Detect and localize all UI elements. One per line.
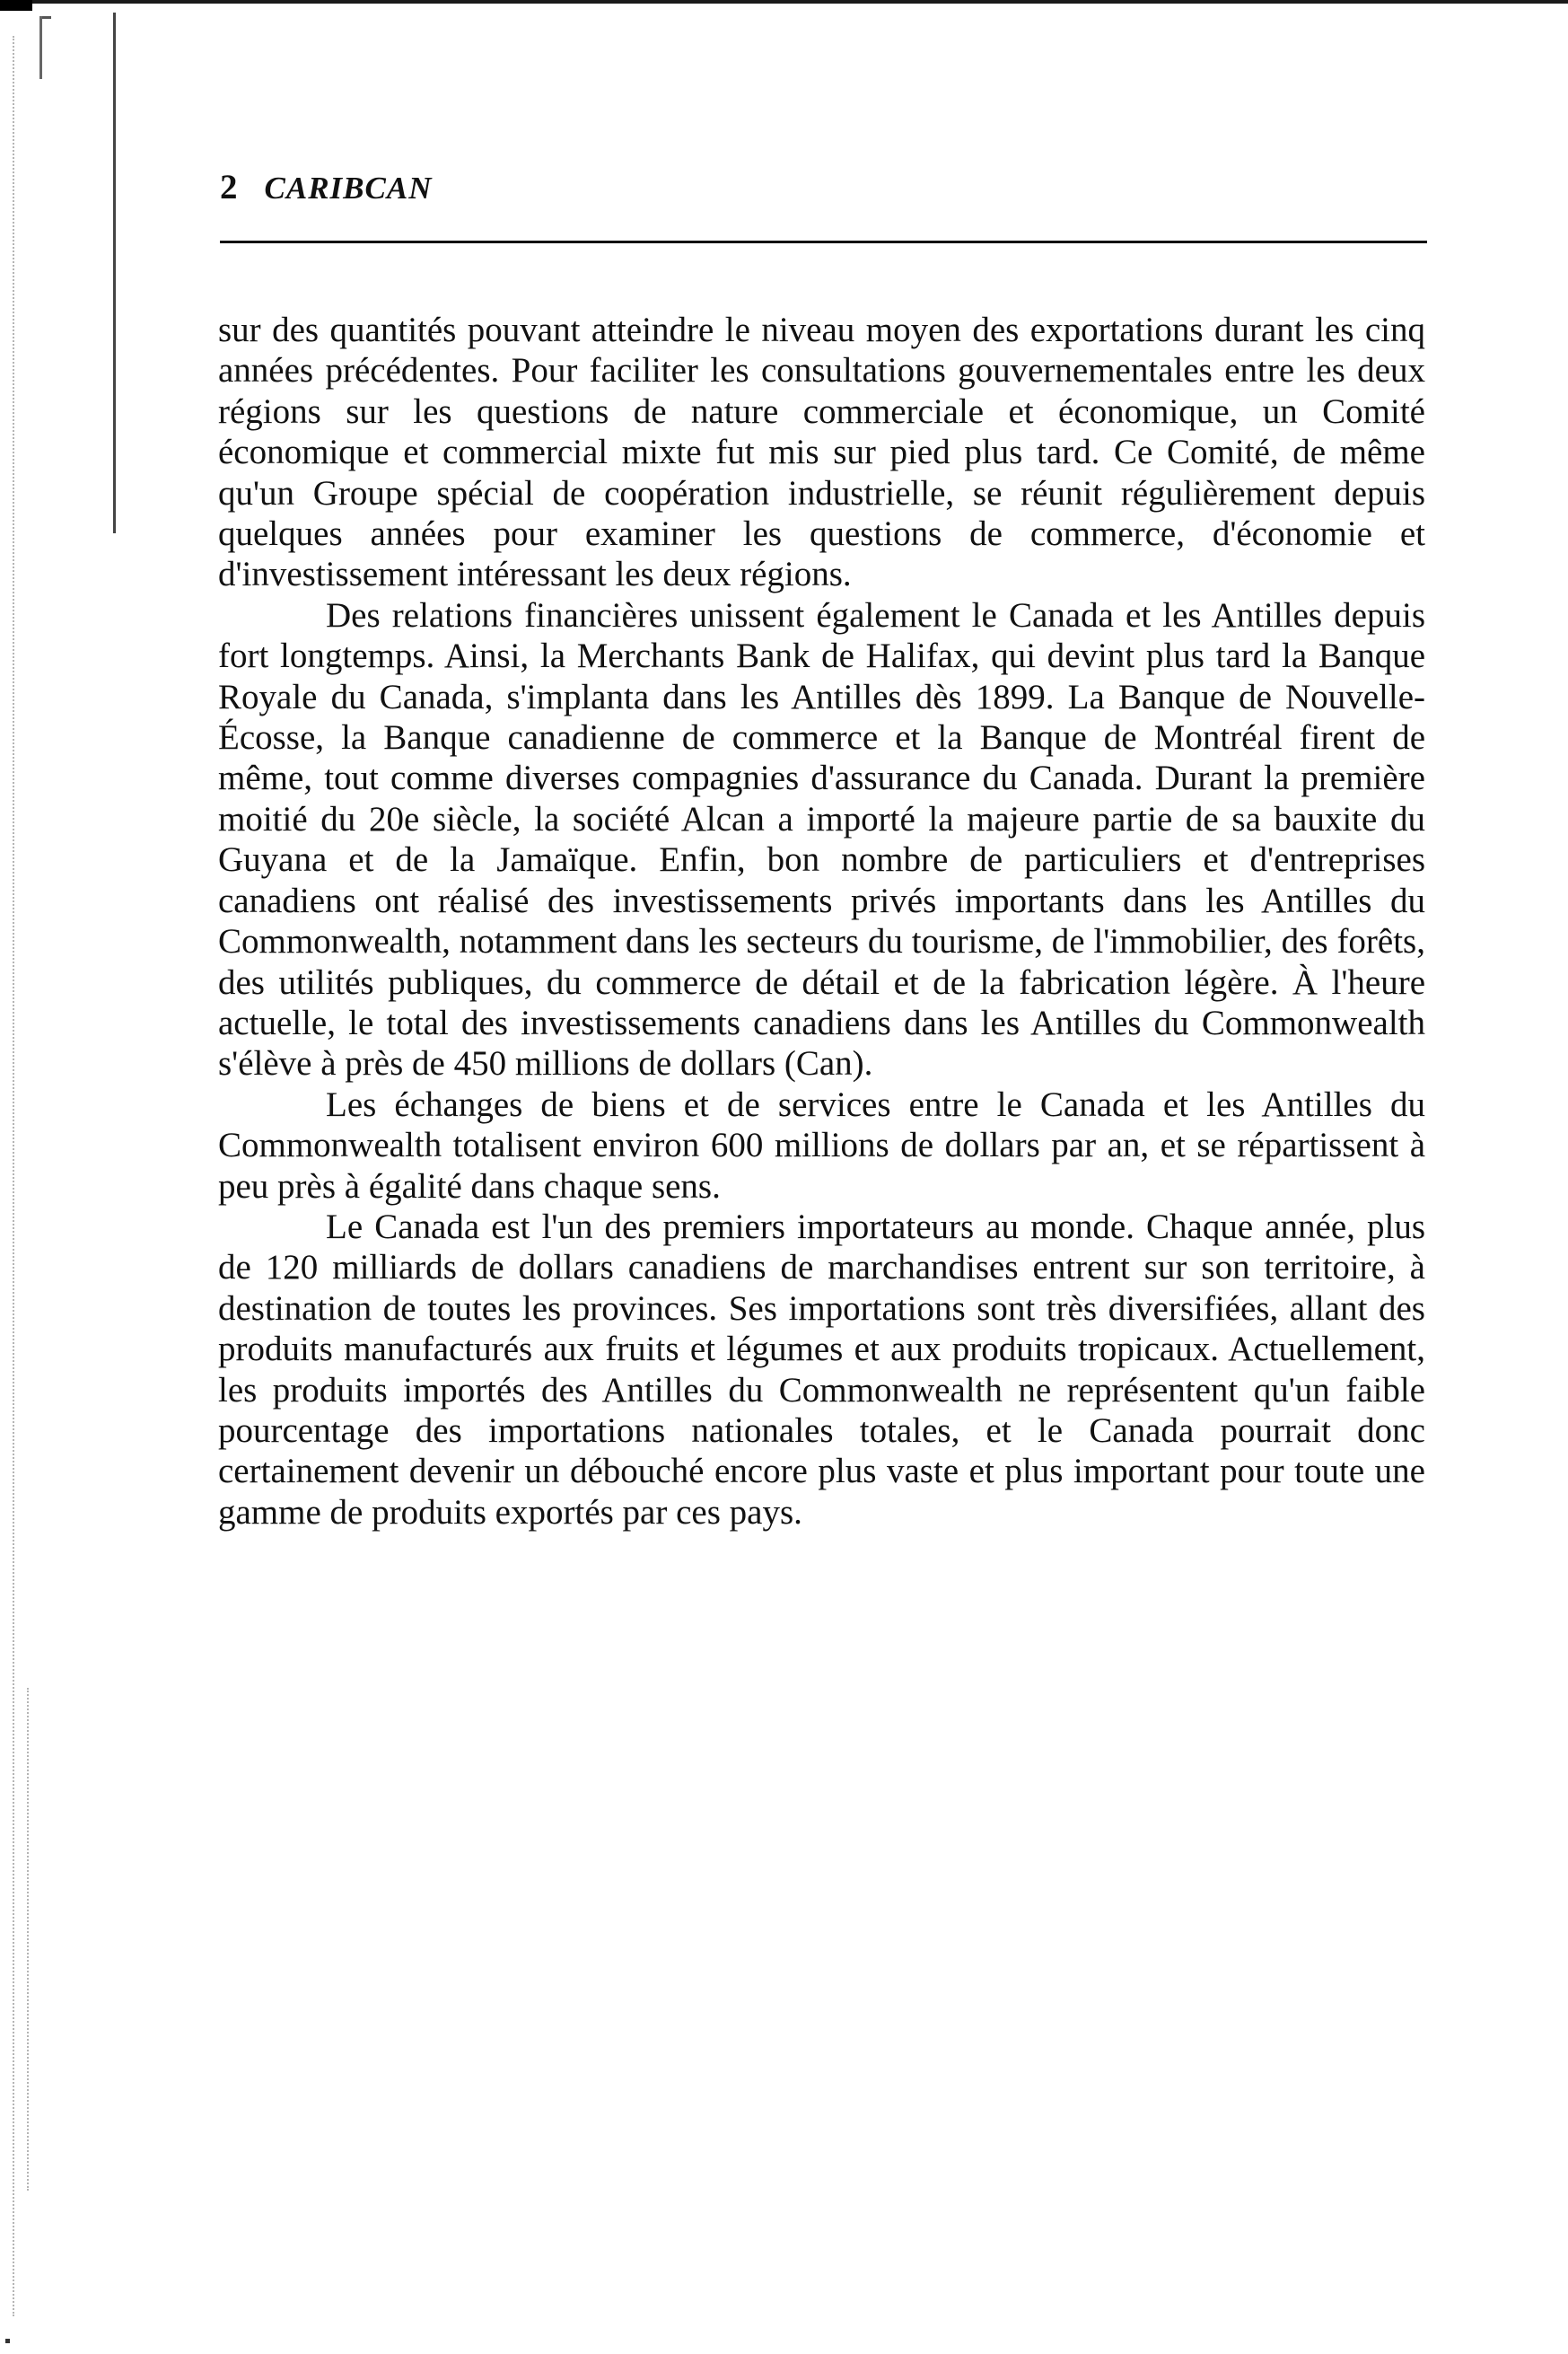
paragraph-trade-exchanges: Les échanges de biens et de services entre le Canada et les Antilles du Commonwealth totalisent environ 600 millions de dollars par an, et se répartissent à peu près à égalité dans chaque sens. xyxy=(218,1085,1425,1206)
scan-corner-mark xyxy=(0,0,32,11)
page-number: 2 xyxy=(220,168,238,206)
running-title: CARIBCAN xyxy=(264,171,433,206)
scan-top-edge xyxy=(0,0,1568,4)
binding-hook-stem xyxy=(39,16,42,79)
scan-speck xyxy=(5,2339,10,2343)
paragraph-financial-relations: Des relations financières unissent également le Canada et les Antilles depuis fort longtemps. Ainsi, la Merchants Bank de Halifax, qui devint plus tard la Banque Royale du Canada, s'implanta dans les Antilles dès 1899. La Banque de Nouvelle-Écosse, la Banque canadienne de commerce et la Banque de Montréal firent de même, tout comme diverses compagnies d'assurance du Canada. Durant la première moitié du 20e siècle, la société Alcan a importé la majeure partie de sa bauxite du Guyana et de la Jamaïque. Enfin, bon nombre de particuliers et d'entreprises canadiens ont réalisé des investissements privés importants dans les Antilles du Commonwealth, notamment dans les secteurs du tourisme, de l'immobilier, des forêts, des utilités publiques, du commerce de détail et de la fabrication légère. À l'heure actuelle, le total des investissements canadiens dans les Antilles du Commonwealth s'élève à près de 450 millions de dollars (Can). xyxy=(218,595,1425,1084)
dotted-margin-line-lower xyxy=(27,1688,29,2191)
paragraph-canada-importer: Le Canada est l'un des premiers importateurs au monde. Chaque année, plus de 120 milliards de dollars canadiens de marchandises entrent sur son territoire, à destination de toutes les provinces. Ses importations sont très diversifiées, allant des produits manufacturés aux fruits et légumes et aux produits tropicaux. Actuellement, les produits importés des Antilles du Commonwealth ne représentent qu'un faible pourcentage des importations nationales totales, et le Canada pourrait donc certainement devenir un débouché encore plus vaste et plus important pour toute une gamme de produits exportés par ces pays. xyxy=(218,1207,1425,1532)
paragraph-continuation: sur des quantités pouvant atteindre le niveau moyen des exportations durant les cinq années précédentes. Pour faciliter les consultations gouvernementales entre les deux régions sur les questions de nature commerciale et économique, un Comité économique et commercial mixte fut mis sur pied plus tard. Ce Comité, de même qu'un Groupe spécial de coopération industrielle, se réunit régulièrement depuis quelques années pour examiner les questions de commerce, d'économie et d'investissement intéressant les deux régions. xyxy=(218,311,1425,594)
header-rule xyxy=(220,241,1427,243)
binding-line xyxy=(113,13,116,533)
running-header xyxy=(220,167,432,207)
body-text xyxy=(218,310,1425,1533)
dotted-margin-line xyxy=(13,36,14,2316)
